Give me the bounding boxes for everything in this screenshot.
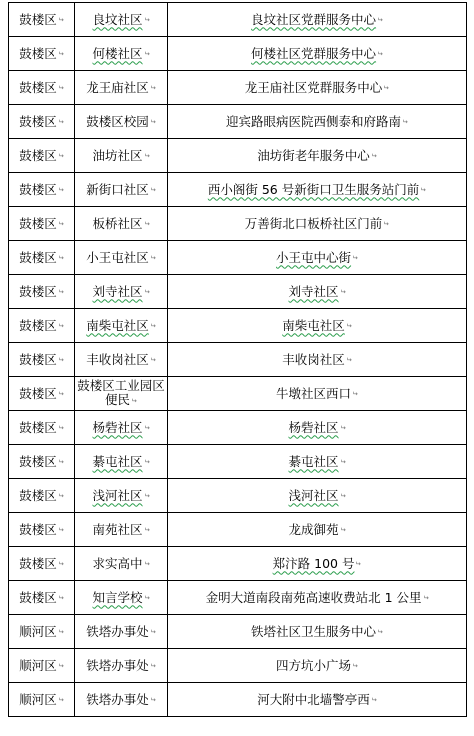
location-cell (168, 377, 467, 411)
community-cell (75, 309, 168, 343)
district-cell (9, 3, 75, 37)
district-cell (9, 377, 75, 411)
paragraph-mark-icon: ↵ (352, 253, 358, 262)
cell-text: 铁塔办事处 (86, 691, 149, 707)
paragraph-mark-icon: ↵ (57, 457, 64, 466)
cell-text: 鼓楼区 (19, 215, 57, 231)
community-cell (75, 139, 168, 173)
district-cell (9, 683, 75, 717)
table-row (9, 513, 467, 547)
paragraph-mark-icon: ↵ (383, 219, 390, 228)
district-cell (9, 207, 75, 241)
cell-text: 良坟社区 (92, 11, 143, 27)
location-cell (168, 275, 467, 309)
table-row (9, 377, 467, 411)
paragraph-mark-icon: ↵ (339, 457, 346, 466)
location-cell (168, 173, 467, 207)
cell-text: 鼓楼区 (19, 181, 57, 197)
location-cell (168, 445, 467, 479)
location-cell (168, 649, 467, 683)
cell-text: 刘寺社区 (288, 283, 339, 299)
cell-text: 鼓楼区 (19, 521, 57, 537)
paragraph-mark-icon: ↵ (57, 49, 64, 58)
table-row (9, 37, 467, 71)
table-row (9, 173, 467, 207)
cell-text: 綦屯社区 (288, 453, 339, 469)
table-row (9, 615, 467, 649)
paragraph-mark-icon: ↵ (339, 491, 346, 500)
table-row (9, 683, 467, 717)
district-cell (9, 71, 75, 105)
paragraph-mark-icon: ↵ (143, 49, 150, 58)
table-row (9, 547, 467, 581)
district-cell (9, 105, 75, 139)
cell-text: 板桥社区 (92, 215, 143, 231)
district-cell (9, 37, 75, 71)
cell-text: 万善街北口板桥社区门前 (244, 215, 383, 231)
cell-text: 鼓楼区 (19, 555, 57, 571)
community-cell (75, 615, 168, 649)
district-cell (9, 479, 75, 513)
table-row (9, 411, 467, 445)
location-cell (168, 105, 467, 139)
paragraph-mark-icon: ↵ (143, 423, 150, 432)
community-cell (75, 547, 168, 581)
paragraph-mark-icon: ↵ (383, 83, 390, 92)
district-cell (9, 343, 75, 377)
cell-text: 鼓楼区 (19, 419, 57, 435)
table-row (9, 241, 467, 275)
paragraph-mark-icon: ↵ (149, 661, 156, 670)
table-row (9, 105, 467, 139)
document-page (8, 2, 466, 717)
cell-text: 鼓楼区工业园区便民 (77, 378, 165, 408)
paragraph-mark-icon: ↵ (149, 185, 156, 194)
table-row (9, 581, 467, 615)
paragraph-mark-icon: ↵ (143, 151, 150, 160)
paragraph-mark-icon: ↵ (57, 389, 64, 398)
location-cell (168, 309, 467, 343)
cell-text: 铁塔办事处 (86, 657, 149, 673)
paragraph-mark-icon: ↵ (355, 559, 362, 568)
paragraph-mark-icon: ↵ (149, 83, 156, 92)
cell-text: 刘寺社区 (92, 283, 143, 299)
paragraph-mark-icon: ↵ (370, 151, 377, 160)
community-cell (75, 411, 168, 445)
paragraph-mark-icon: ↵ (143, 15, 150, 24)
paragraph-mark-icon: ↵ (339, 287, 346, 296)
district-cell (9, 581, 75, 615)
cell-text: 顺河区 (19, 691, 57, 707)
paragraph-mark-icon: ↵ (143, 457, 150, 466)
paragraph-mark-icon: ↵ (57, 525, 64, 534)
site-table-body (9, 3, 467, 717)
paragraph-mark-icon: ↵ (149, 627, 156, 636)
cell-text: 求实高中 (92, 555, 143, 571)
paragraph-mark-icon: ↵ (143, 287, 150, 296)
paragraph-mark-icon: ↵ (149, 321, 156, 330)
cell-text: 鼓楼区 (19, 453, 57, 469)
location-cell (168, 479, 467, 513)
table-row (9, 649, 467, 683)
paragraph-mark-icon: ↵ (149, 695, 156, 704)
table-row (9, 309, 467, 343)
paragraph-mark-icon: ↵ (57, 151, 64, 160)
cell-text: 南柴屯社区 (282, 317, 345, 333)
community-cell (75, 513, 168, 547)
cell-text: 顺河区 (19, 657, 57, 673)
cell-text: 鼓楼区 (19, 385, 57, 401)
location-cell (168, 683, 467, 717)
cell-text: 鼓楼区 (19, 113, 57, 129)
cell-text: 浅河社区 (288, 487, 339, 503)
paragraph-mark-icon: ↵ (149, 253, 156, 262)
community-cell (75, 649, 168, 683)
paragraph-mark-icon: ↵ (377, 627, 383, 636)
location-cell (168, 411, 467, 445)
cell-text: 龙王庙社区党群服务中心 (244, 79, 383, 95)
location-cell (168, 513, 467, 547)
cell-text: 河大附中北墙警亭西 (257, 691, 370, 707)
cell-text: 鼓楼区 (19, 45, 57, 61)
cell-text: 南柴屯社区 (86, 317, 149, 333)
paragraph-mark-icon: ↵ (57, 423, 64, 432)
cell-text: 鼓楼区 (19, 317, 57, 333)
paragraph-mark-icon: ↵ (143, 525, 150, 534)
district-cell (9, 649, 75, 683)
location-cell (168, 3, 467, 37)
cell-text: 油坊社区 (92, 147, 143, 163)
cell-text: 何楼社区党群服务中心 (251, 45, 377, 61)
community-cell (75, 71, 168, 105)
table-row (9, 445, 467, 479)
cell-text: 牛墩社区西口 (276, 385, 352, 401)
paragraph-mark-icon: ↵ (57, 627, 64, 636)
cell-text: 龙王庙社区 (86, 79, 149, 95)
community-cell (75, 241, 168, 275)
community-cell (75, 105, 168, 139)
district-cell (9, 309, 75, 343)
community-cell (75, 37, 168, 71)
paragraph-mark-icon: ↵ (57, 661, 64, 670)
paragraph-mark-icon: ↵ (345, 321, 352, 330)
location-cell (168, 71, 467, 105)
paragraph-mark-icon: ↵ (57, 321, 64, 330)
paragraph-mark-icon: ↵ (57, 219, 64, 228)
cell-text: 良坟社区党群服务中心 (251, 11, 377, 27)
cell-text: 顺河区 (19, 623, 57, 639)
cell-text: 金明大道南段南苑高速收费站北 1 公里 (205, 589, 422, 605)
cell-text: 新街口社区 (86, 181, 149, 197)
table-row (9, 139, 467, 173)
table-row (9, 343, 467, 377)
cell-text: 铁塔社区卫生服务中心 (251, 623, 377, 639)
community-cell (75, 479, 168, 513)
district-cell (9, 513, 75, 547)
location-cell (168, 581, 467, 615)
district-cell (9, 139, 75, 173)
paragraph-mark-icon: ↵ (422, 593, 429, 602)
cell-text: 鼓楼区 (19, 79, 57, 95)
cell-text: 鼓楼区 (19, 589, 57, 605)
cell-text: 丰收岗社区 (282, 351, 345, 367)
location-cell (168, 547, 467, 581)
cell-text: 油坊街老年服务中心 (257, 147, 370, 163)
paragraph-mark-icon: ↵ (377, 15, 383, 24)
paragraph-mark-icon: ↵ (420, 185, 427, 194)
paragraph-mark-icon: ↵ (143, 491, 150, 500)
cell-text: 小王屯社区 (86, 249, 149, 265)
community-cell (75, 3, 168, 37)
paragraph-mark-icon: ↵ (57, 117, 64, 126)
paragraph-mark-icon: ↵ (345, 355, 352, 364)
paragraph-mark-icon: ↵ (377, 49, 383, 58)
community-cell (75, 377, 168, 411)
paragraph-mark-icon: ↵ (57, 185, 64, 194)
paragraph-mark-icon: ↵ (57, 593, 64, 602)
table-row (9, 275, 467, 309)
cell-text: 鼓楼区 (19, 147, 57, 163)
cell-text: 鼓楼区 (19, 283, 57, 299)
paragraph-mark-icon: ↵ (143, 219, 150, 228)
district-cell (9, 547, 75, 581)
cell-text: 四方坑小广场 (276, 657, 352, 673)
cell-text: 綦屯社区 (92, 453, 143, 469)
community-cell (75, 581, 168, 615)
cell-text: 杨砦社区 (288, 419, 339, 435)
community-cell (75, 683, 168, 717)
paragraph-mark-icon: ↵ (149, 355, 156, 364)
paragraph-mark-icon: ↵ (57, 695, 64, 704)
cell-text: 鼓楼区 (19, 351, 57, 367)
paragraph-mark-icon: ↵ (57, 15, 64, 24)
district-cell (9, 241, 75, 275)
district-cell (9, 445, 75, 479)
paragraph-mark-icon: ↵ (143, 559, 150, 568)
cell-text: 何楼社区 (92, 45, 143, 61)
table-row (9, 207, 467, 241)
cell-text: 鼓楼区 (19, 249, 57, 265)
cell-text: 鼓楼区校园 (86, 113, 149, 129)
location-cell (168, 37, 467, 71)
community-cell (75, 207, 168, 241)
district-cell (9, 411, 75, 445)
paragraph-mark-icon: ↵ (57, 83, 64, 92)
community-cell (75, 173, 168, 207)
location-cell (168, 343, 467, 377)
location-cell (168, 207, 467, 241)
cell-text: 郑汴路 100 号 (272, 555, 355, 571)
paragraph-mark-icon: ↵ (370, 695, 377, 704)
paragraph-mark-icon: ↵ (57, 287, 64, 296)
cell-text: 迎宾路眼病医院西侧泰和府路南 (226, 113, 402, 129)
paragraph-mark-icon: ↵ (57, 253, 64, 262)
community-cell (75, 343, 168, 377)
paragraph-mark-icon: ↵ (131, 396, 137, 405)
cell-text: 铁塔办事处 (86, 623, 149, 639)
table-row (9, 479, 467, 513)
community-cell (75, 275, 168, 309)
cell-text: 浅河社区 (92, 487, 143, 503)
cell-text: 鼓楼区 (19, 11, 57, 27)
cell-text: 丰收岗社区 (86, 351, 149, 367)
district-cell (9, 173, 75, 207)
table-row (9, 71, 467, 105)
community-cell (75, 445, 168, 479)
cell-text: 杨砦社区 (92, 419, 143, 435)
cell-text: 知言学校 (92, 589, 143, 605)
location-cell (168, 615, 467, 649)
table-row (9, 3, 467, 37)
paragraph-mark-icon: ↵ (57, 559, 64, 568)
location-cell (168, 139, 467, 173)
paragraph-mark-icon: ↵ (143, 593, 150, 602)
paragraph-mark-icon: ↵ (149, 117, 156, 126)
cell-text: 鼓楼区 (19, 487, 57, 503)
cell-text: 龙成御苑 (288, 521, 339, 537)
paragraph-mark-icon: ↵ (339, 423, 346, 432)
paragraph-mark-icon: ↵ (352, 661, 358, 670)
site-table (8, 2, 467, 717)
paragraph-mark-icon: ↵ (57, 491, 64, 500)
cell-text: 西小阁街 56 号新街口卫生服务站门前 (207, 181, 420, 197)
cell-text: 南苑社区 (92, 521, 143, 537)
location-cell (168, 241, 467, 275)
paragraph-mark-icon: ↵ (57, 355, 64, 364)
paragraph-mark-icon: ↵ (352, 389, 358, 398)
paragraph-mark-icon: ↵ (402, 117, 408, 126)
paragraph-mark-icon: ↵ (339, 525, 346, 534)
cell-text: 小王屯中心街 (276, 249, 352, 265)
district-cell (9, 615, 75, 649)
district-cell (9, 275, 75, 309)
